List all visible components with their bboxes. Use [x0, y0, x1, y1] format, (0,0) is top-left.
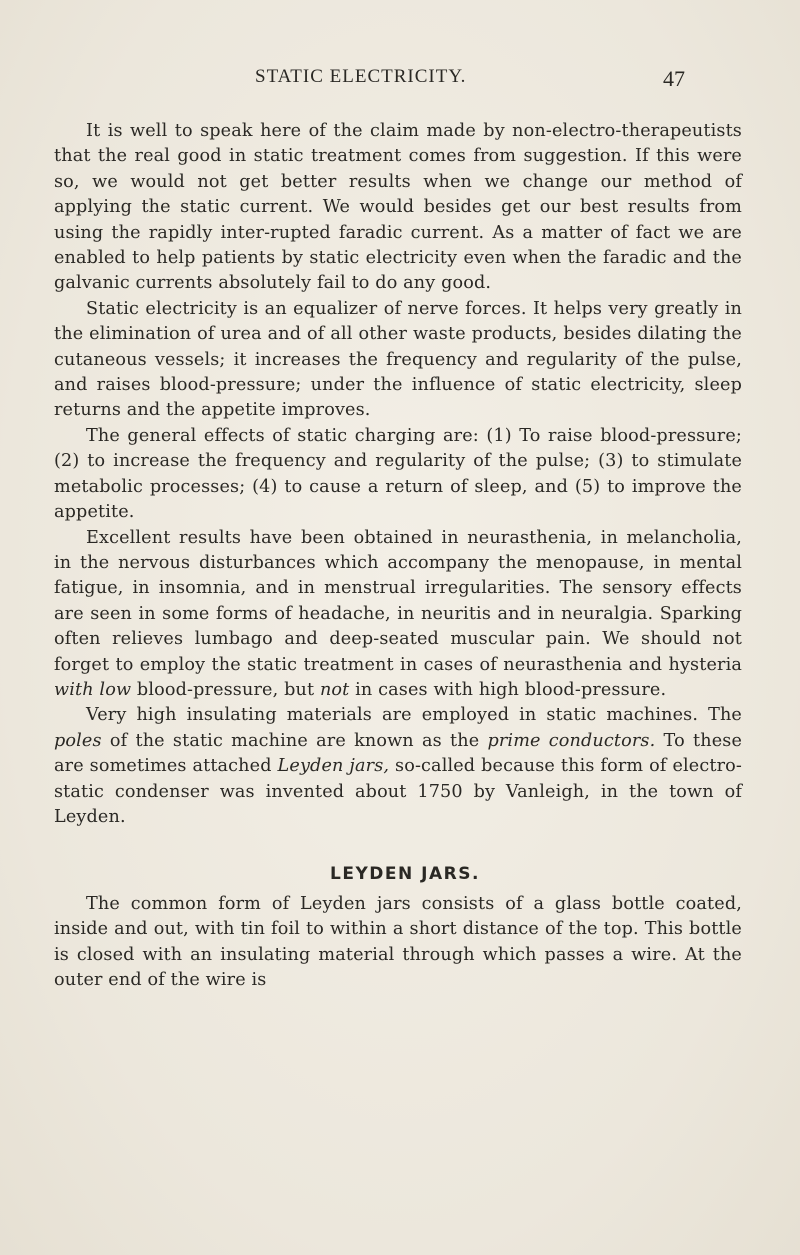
text-span: Very high insulating materials are employed in static machines. The: [86, 705, 742, 726]
emphasis-text: prime conductors.: [487, 730, 656, 751]
paragraph-equalizer: Static electricity is an equalizer of nerve forces. It helps very greatly in the elimination of urea and of all other waste products, besides dilating the cutaneous vessels; it increases the frequency and regularity of the pulse, and raises blood-pressure; under the influence of static electricity, sleep returns and the appetite improves.: [54, 298, 742, 421]
emphasis-text: with low: [54, 679, 132, 700]
paragraph-leyden-jars: The common form of Leyden jars consists of a glass bottle coated, inside and out, with tin foil to within a short distance of the top. This bottle is closed with an insulating material through which passes a wire. At the outer end of the wire is: [54, 893, 742, 990]
emphasis-text: not: [319, 679, 350, 700]
running-head: [255, 66, 685, 96]
paragraph-insulating: [54, 703, 742, 830]
text-span: To these are sometimes attached: [54, 730, 743, 777]
emphasis-text: poles: [54, 730, 102, 751]
emphasis-text: Leyden jars,: [277, 756, 390, 777]
text-span: in cases with high blood-pressure.: [349, 679, 667, 700]
text-span: so-called because this form of electro-static condenser was invented about 1750 by Vanleigh, in the town of Leyden.: [54, 756, 742, 827]
running-title: STATIC ELECTRICITY.: [255, 66, 467, 87]
section-heading: LEYDEN JARS.: [330, 864, 480, 885]
paragraph-results: [54, 526, 742, 704]
paragraph-suggestion: It is well to speak here of the claim made by non-electro-therapeutists that the real good in static treatment comes from suggestion. If this were so, we would not get better results when we change our method of applying the static current. We would besides get our best results from using the rapidly inter-rupted faradic current. As a matter of fact we are enabled to help patients by static electricity even when the faradic and the galvanic currents absolutely fail to do any good.: [54, 121, 742, 294]
text-span: of the static machine are known as the: [101, 730, 488, 751]
paragraph-general-effects: The general effects of static charging are: (1) To raise blood-pressure; (2) to increase the frequency and regularity of the pulse; (3) to stimulate metabolic processes; (4) to cause a return of sleep, and (5) to improve the appetite.: [54, 425, 742, 523]
body-text: [54, 119, 742, 993]
text-span: blood-pressure, but: [131, 679, 320, 700]
text-span: Excellent results have been obtained in neurasthenia, in melancholia, in the nervous disturbances which accompany the menopause, in mental fatigue, in insomnia, and in menstrual irregularities. The sensory effects are seen in some forms of headache, in neuritis and in neuralgia. Sparking often relieves lumbago and deep-seated muscular pain. We should not forget to employ the static treatment in cases of neurasthenia and hysteria: [54, 527, 742, 675]
page-number: 47: [663, 66, 685, 91]
